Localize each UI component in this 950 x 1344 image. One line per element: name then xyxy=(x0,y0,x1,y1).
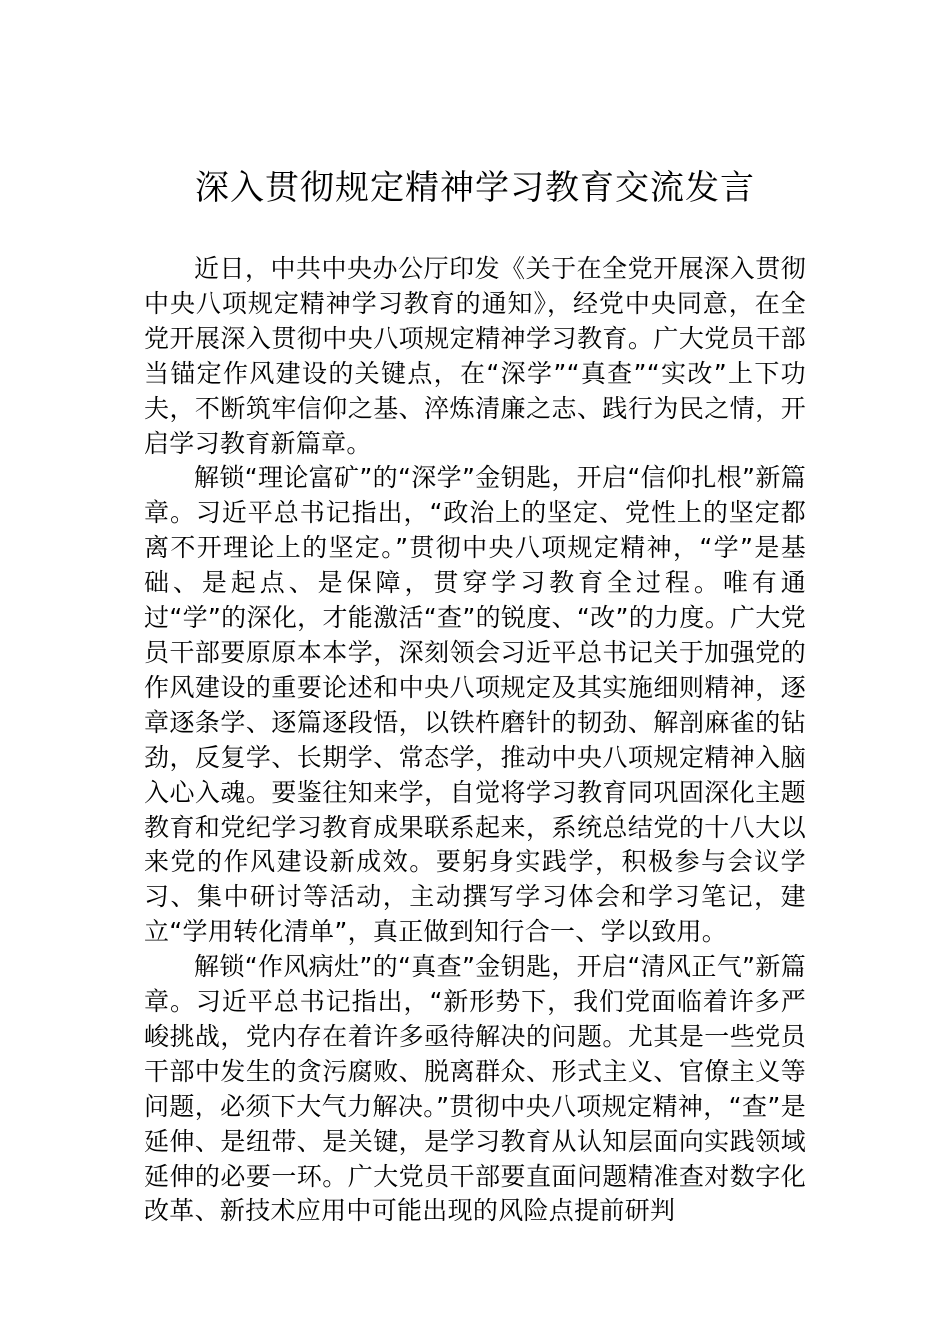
paragraph-deep-study: 解锁“理论富矿”的“深学”金钥匙，开启“信仰扎根”新篇章。习近平总书记指出，“政治上的坚定、党性上的坚定都离不开理论上的坚定。”贯彻中央八项规定精神，“学”是基础、是起点、是保障，贯穿学习教育全过程。唯有通过“学”的深化，才能激活“查”的锐度、“改”的力度。广大党员干部要原原本本学，深刻领会习近平总书记关于加强党的作风建设的重要论述和中央八项规定及其实施细则精神，逐章逐条学、逐篇逐段悟，以铁杵磨针的韧劲、解剖麻雀的钻劲，反复学、长期学、常态学，推动中央八项规定精神入脑入心入魂。要鉴往知来学，自觉将学习教育同巩固深化主题教育和党纪学习教育成果联系起来，系统总结党的十八大以来党的作风建设新成效。要躬身实践学，积极参与会议学习、集中研讨等活动，主动撰写学习体会和学习笔记，建立“学用转化清单”，真正做到知行合一、学以致用。 xyxy=(144,463,806,947)
document-body xyxy=(144,252,806,1229)
paragraph-true-inspection: 解锁“作风病灶”的“真查”金钥匙，开启“清风正气”新篇章。习近平总书记指出，“新形势下，我们党面临着许多严峻挑战，党内存在着许多亟待解决的问题。尤其是一些党员干部中发生的贪污腐败、脱离群众、形式主义、官僚主义等问题，必须下大气力解决。”贯彻中央八项规定精神，“查”是延伸、是纽带、是关键，是学习教育从认知层面向实践领域延伸的必要一环。广大党员干部要直面问题精准查对数字化改革、新技术应用中可能出现的风险点提前研判 xyxy=(144,952,806,1226)
paragraph-intro: 近日，中共中央办公厅印发《关于在全党开展深入贯彻中央八项规定精神学习教育的通知》，经党中央同意，在全党开展深入贯彻中央八项规定精神学习教育。广大党员干部当锚定作风建设的关键点，在“深学”“真查”“实改”上下功夫，不断筑牢信仰之基、淬炼清廉之志、践行为民之情，开启学习教育新篇章。 xyxy=(144,254,806,458)
document-title: 深入贯彻规定精神学习教育交流发言 xyxy=(195,168,755,208)
